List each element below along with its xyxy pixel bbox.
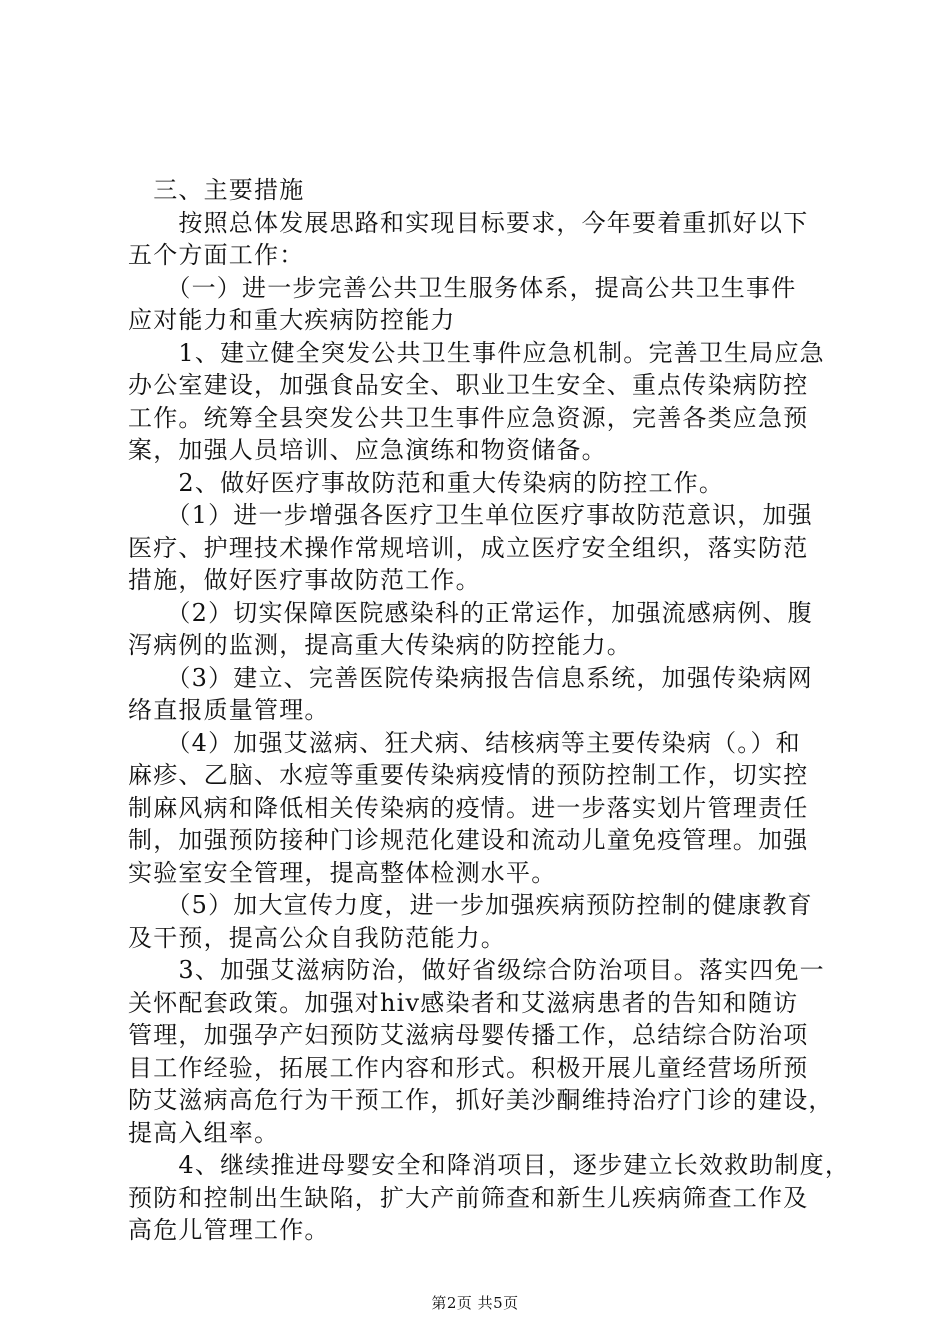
text-line: 三、主要措施 [128, 176, 305, 204]
text-line: 目工作经验，拓展工作内容和形式。积极开展儿童经营场所预 [128, 1053, 809, 1082]
text-line: 1、建立健全突发公共卫生事件应急机制。完善卫生局应急 [128, 338, 825, 367]
text-line: 办公室建设，加强食品安全、职业卫生安全、重点传染病防控 [128, 371, 809, 399]
text-line: 3、加强艾滋病防治，做好省级综合防治项目。落实四免一 [128, 956, 825, 984]
text-line: 医疗、护理技术操作常规培训，成立医疗安全组织，落实防范 [128, 533, 809, 562]
text-line: 按照总体发展思路和实现目标要求，今年要着重抓好以下 [128, 208, 809, 237]
text-line: 防艾滋病高危行为干预工作，抓好美沙酮维持治疗门诊的建设， [128, 1086, 834, 1114]
text-line: 关怀配套政策。加强对hiv感染者和艾滋病患者的告知和随访 [128, 988, 799, 1017]
text-line: 应对能力和重大疾病防控能力 [128, 306, 456, 334]
text-line: （3）建立、完善医院传染病报告信息系统，加强传染病网 [128, 663, 813, 692]
text-line: 4、继续推进母婴安全和降消项目，逐步建立长效救助制度， [128, 1151, 851, 1179]
text-line: （一）进一步完善公共卫生服务体系，提高公共卫生事件 [128, 273, 797, 302]
text-line: 制麻风病和降低相关传染病的疫情。进一步落实划片管理责任 [128, 793, 809, 822]
text-line: 措施，做好医疗事故防范工作。 [128, 566, 481, 594]
document-body [128, 174, 851, 1247]
text-line: 实验室安全管理，提高整体检测水平。 [128, 858, 557, 887]
text-line: 麻疹、乙脑、水痘等重要传染病疫情的预防控制工作，切实控 [128, 761, 809, 789]
text-line: 工作。统筹全县突发公共卫生事件应急资源，完善各类应急预 [128, 403, 809, 432]
text-line: 预防和控制出生缺陷，扩大产前筛查和新生儿疾病筛查工作及 [128, 1183, 809, 1212]
text-line: 及干预，提高公众自我防范能力。 [128, 923, 506, 952]
text-line: （4）加强艾滋病、狂犬病、结核病等主要传染病（。）和 [128, 728, 801, 757]
text-line: 管理，加强孕产妇预防艾滋病母婴传播工作，总结综合防治项 [128, 1021, 809, 1049]
text-line: （1）进一步增强各医疗卫生单位医疗事故防范意识，加强 [128, 501, 813, 529]
text-line: 2、做好医疗事故防范和重大传染病的防控工作。 [128, 468, 725, 497]
page-footer: 第2页 共5页 [431, 1294, 519, 1312]
text-line: 泻病例的监测，提高重大传染病的防控能力。 [128, 631, 632, 659]
text-line: 高危儿管理工作。 [128, 1216, 330, 1244]
text-line: 制，加强预防接种门诊规范化建设和流动儿童免疫管理。加强 [128, 826, 809, 854]
text-line: （2）切实保障医院感染科的正常运作，加强流感病例、腹 [128, 598, 813, 627]
text-line: 案，加强人员培训、应急演练和物资储备。 [128, 436, 607, 464]
text-line: （5）加大宣传力度，进一步加强疾病预防控制的健康教育 [128, 891, 813, 919]
text-line: 提高入组率。 [128, 1118, 280, 1147]
text-line: 五个方面工作： [128, 241, 305, 269]
text-line: 络直报质量管理。 [128, 696, 330, 724]
